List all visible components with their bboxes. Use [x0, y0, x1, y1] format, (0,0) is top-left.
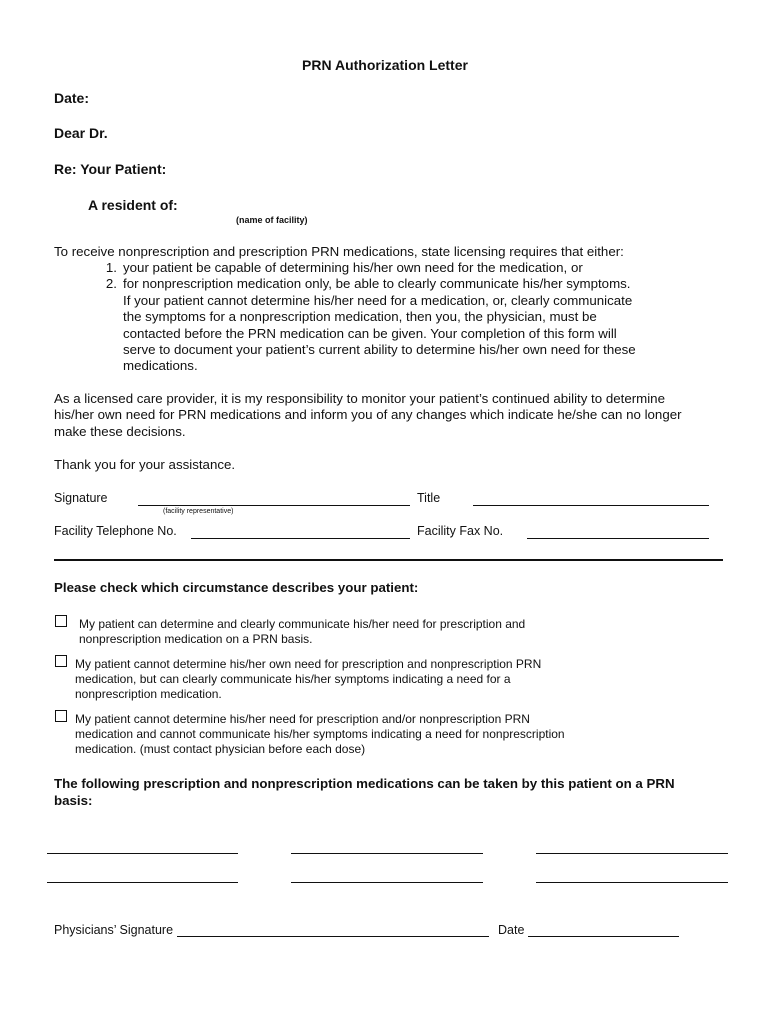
- signature-hint: (facility representative): [163, 508, 234, 515]
- requirement-line: the symptoms for a nonprescription medication, then you, the physician, must be: [123, 309, 597, 325]
- title-field[interactable]: [473, 505, 709, 506]
- signature-label: Signature: [54, 491, 108, 505]
- option-line: My patient can determine and clearly communicate his/her need for prescription and: [79, 617, 526, 631]
- medication-field[interactable]: [47, 882, 238, 883]
- requirement-line: serve to document your patient’s current ability to determine his/her own need for these: [123, 342, 636, 358]
- medication-field[interactable]: [291, 882, 483, 883]
- medication-field[interactable]: [47, 853, 238, 854]
- option-line: medication and cannot communicate his/her symptoms indicating a need for nonprescription: [75, 727, 565, 741]
- option-3-checkbox[interactable]: [55, 710, 67, 722]
- option-2-checkbox[interactable]: [55, 655, 67, 667]
- heading-line: The following prescription and nonprescription medications can be taken by this patient on a PRN: [54, 776, 675, 791]
- physician-signature-field[interactable]: [177, 936, 489, 937]
- medications-heading: [54, 775, 675, 809]
- option-line: nonprescription medication.: [75, 687, 222, 701]
- paragraph-line: make these decisions.: [54, 423, 186, 439]
- option-line: medication, but can clearly communicate his/her symptoms indicating a need for a: [75, 672, 511, 686]
- option-2-text: [75, 657, 541, 702]
- intro-text: To receive nonprescription and prescription PRN medications, state licensing requires that either:: [54, 244, 624, 259]
- paragraph-line: his/her own need for PRN medications and inform you of any changes which indicate he/she can no longer: [54, 407, 682, 423]
- date-footer-label: Date: [498, 923, 525, 937]
- paragraph-line: As a licensed care provider, it is my responsibility to monitor your patient’s continued ability to determine: [54, 391, 665, 406]
- option-1-checkbox[interactable]: [55, 615, 67, 627]
- option-line: medication. (must contact physician before each dose): [75, 742, 366, 756]
- option-1-text: [79, 617, 525, 647]
- date-label: Date:: [54, 90, 90, 106]
- option-3-text: [75, 712, 565, 757]
- date-footer-field[interactable]: [528, 936, 679, 937]
- resident-label: A resident of:: [88, 197, 178, 213]
- requirement-line: your patient be capable of determining his/her own need for the medication, or: [123, 260, 583, 275]
- section-divider: [54, 559, 723, 561]
- requirement-line: contacted before the PRN medication can be given. Your completion of this form will: [123, 325, 617, 341]
- requirement-number: 2.: [105, 276, 117, 292]
- requirement-line: medications.: [123, 358, 198, 374]
- medication-field[interactable]: [536, 882, 728, 883]
- responsibility-paragraph: [54, 391, 682, 440]
- fax-field[interactable]: [527, 538, 709, 539]
- fax-label: Facility Fax No.: [417, 524, 504, 538]
- medication-field[interactable]: [536, 853, 728, 854]
- page-title: PRN Authorization Letter: [302, 57, 468, 73]
- requirement-number: 1.: [105, 260, 117, 275]
- phone-field[interactable]: [191, 538, 410, 539]
- thanks-text: Thank you for your assistance.: [54, 457, 236, 472]
- requirement-item: [105, 260, 636, 276]
- option-line: My patient cannot determine his/her need for prescription and/or nonprescription PRN: [75, 712, 530, 726]
- circumstance-heading: Please check which circumstance describes your patient:: [54, 580, 419, 595]
- re-patient-label: Re: Your Patient:: [54, 161, 167, 177]
- requirement-item: [105, 276, 636, 374]
- heading-line: basis:: [54, 793, 93, 808]
- requirements-list: [105, 260, 636, 375]
- dear-label: Dear Dr.: [54, 125, 108, 141]
- requirement-line: for nonprescription medication only, be able to clearly communicate his/her symptoms.: [123, 276, 631, 292]
- title-label: Title: [417, 491, 441, 505]
- requirement-line: If your patient cannot determine his/her need for a medication, or, clearly communicate: [123, 292, 633, 308]
- phone-label: Facility Telephone No.: [54, 524, 177, 538]
- option-line: My patient cannot determine his/her own need for prescription and nonprescription PRN: [75, 657, 542, 671]
- medication-field[interactable]: [291, 853, 483, 854]
- physician-signature-label: Physicians’ Signature: [54, 923, 174, 937]
- facility-hint: (name of facility): [236, 215, 308, 225]
- option-line: nonprescription medication on a PRN basis.: [79, 632, 313, 646]
- signature-field[interactable]: [138, 505, 410, 506]
